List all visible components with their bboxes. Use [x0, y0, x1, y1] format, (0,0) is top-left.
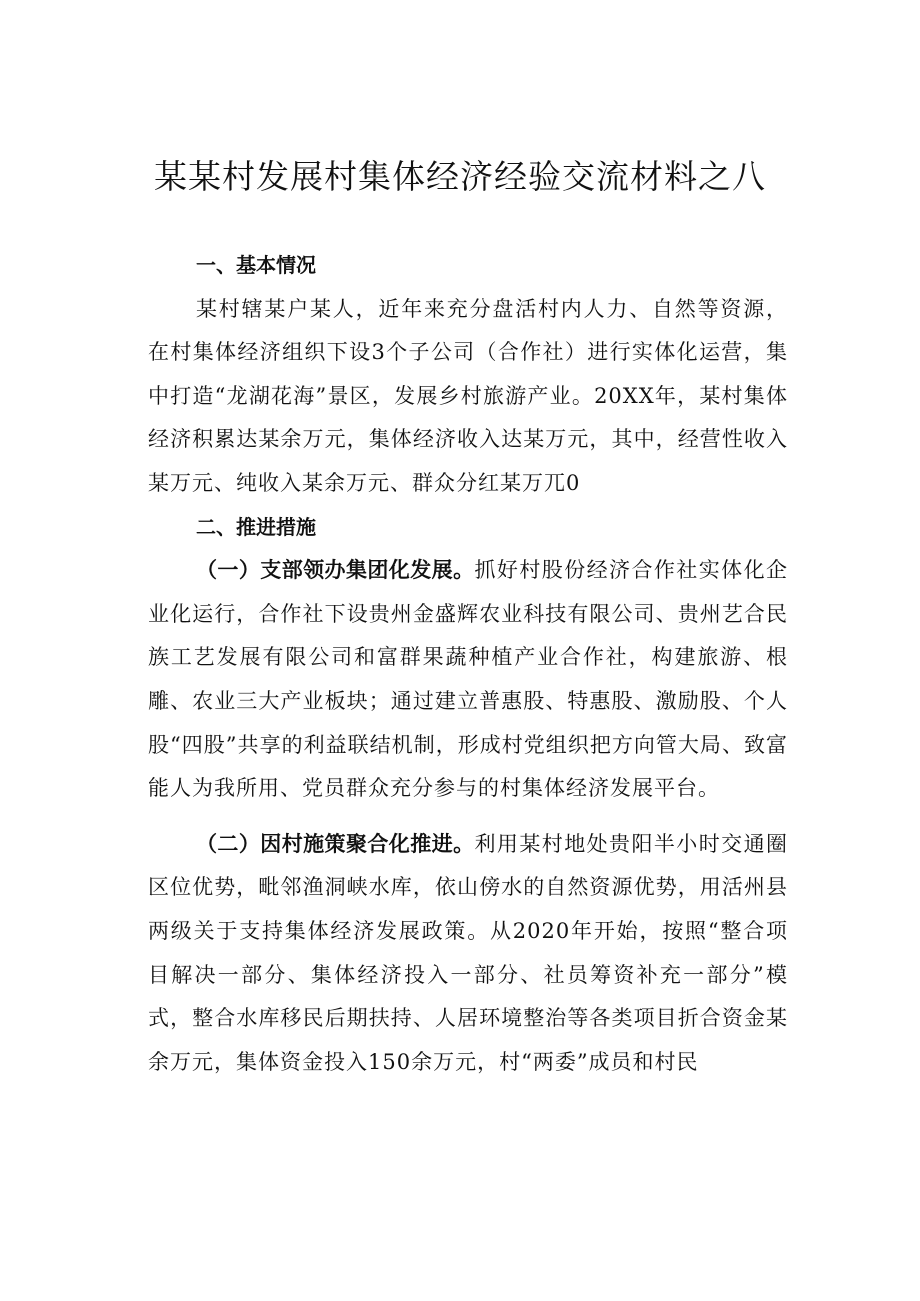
- document-title: 某某村发展村集体经济经验交流材料之八: [154, 157, 766, 196]
- section-heading-basic-info: 一、基本情况: [196, 253, 316, 277]
- paragraph-measure-1: [148, 549, 788, 811]
- paragraph-spacer: [148, 811, 788, 823]
- paragraph-text: 抓好村股份经济合作社实体化企业化运行，合作社下设贵州金盛辉农业科技有限公司、贵州艺合民族工艺发展有限公司和富群果蔬种植产业合作社，构建旅游、根雕、农业三大产业板块；通过建立普惠股、特惠股、激励股、个人股“四股”共享的利益联结机制，形成村党组织把方向管大局、致富能人为我所用、党员群众充分参与的村集体经济发展平台。: [148, 558, 788, 801]
- paragraph-lead: （二）因村施策聚合化推进。: [196, 831, 475, 856]
- paragraph-lead: （一）支部领办集团化发展。: [196, 558, 475, 583]
- section-heading-measures: 二、推进措施: [196, 514, 316, 539]
- paragraph-measure-2: [148, 823, 788, 1085]
- paragraph-basic-info: [148, 288, 788, 506]
- document-body: [148, 244, 788, 1084]
- paragraph-text: 某村辖某户某人，近年来充分盘活村内人力、自然等资源，在村集体经济组织下设3个子公司（合作社）进行实体化运营，集中打造“龙湖花海”景区，发展乡村旅游产业。20XX年，某村集体经济积累达某余万元，集体经济收入达某万元，其中，经营性收入某万元、纯收入某余万元、群众分红某万兀0: [148, 296, 788, 495]
- paragraph-text: 利用某村地处贵阳半小时交通圈区位优势，毗邻渔洞峡水库，依山傍水的自然资源优势，用活州县两级关于支持集体经济发展政策。从2020年开始，按照“整合项目解决一部分、集体经济投入一部分、社员筹资补充一部分”模式，整合水库移民后期扶持、人居环境整治等各类项目折合资金某余万元，集体资金投入150余万元，村“两委”成员和村民: [148, 831, 788, 1074]
